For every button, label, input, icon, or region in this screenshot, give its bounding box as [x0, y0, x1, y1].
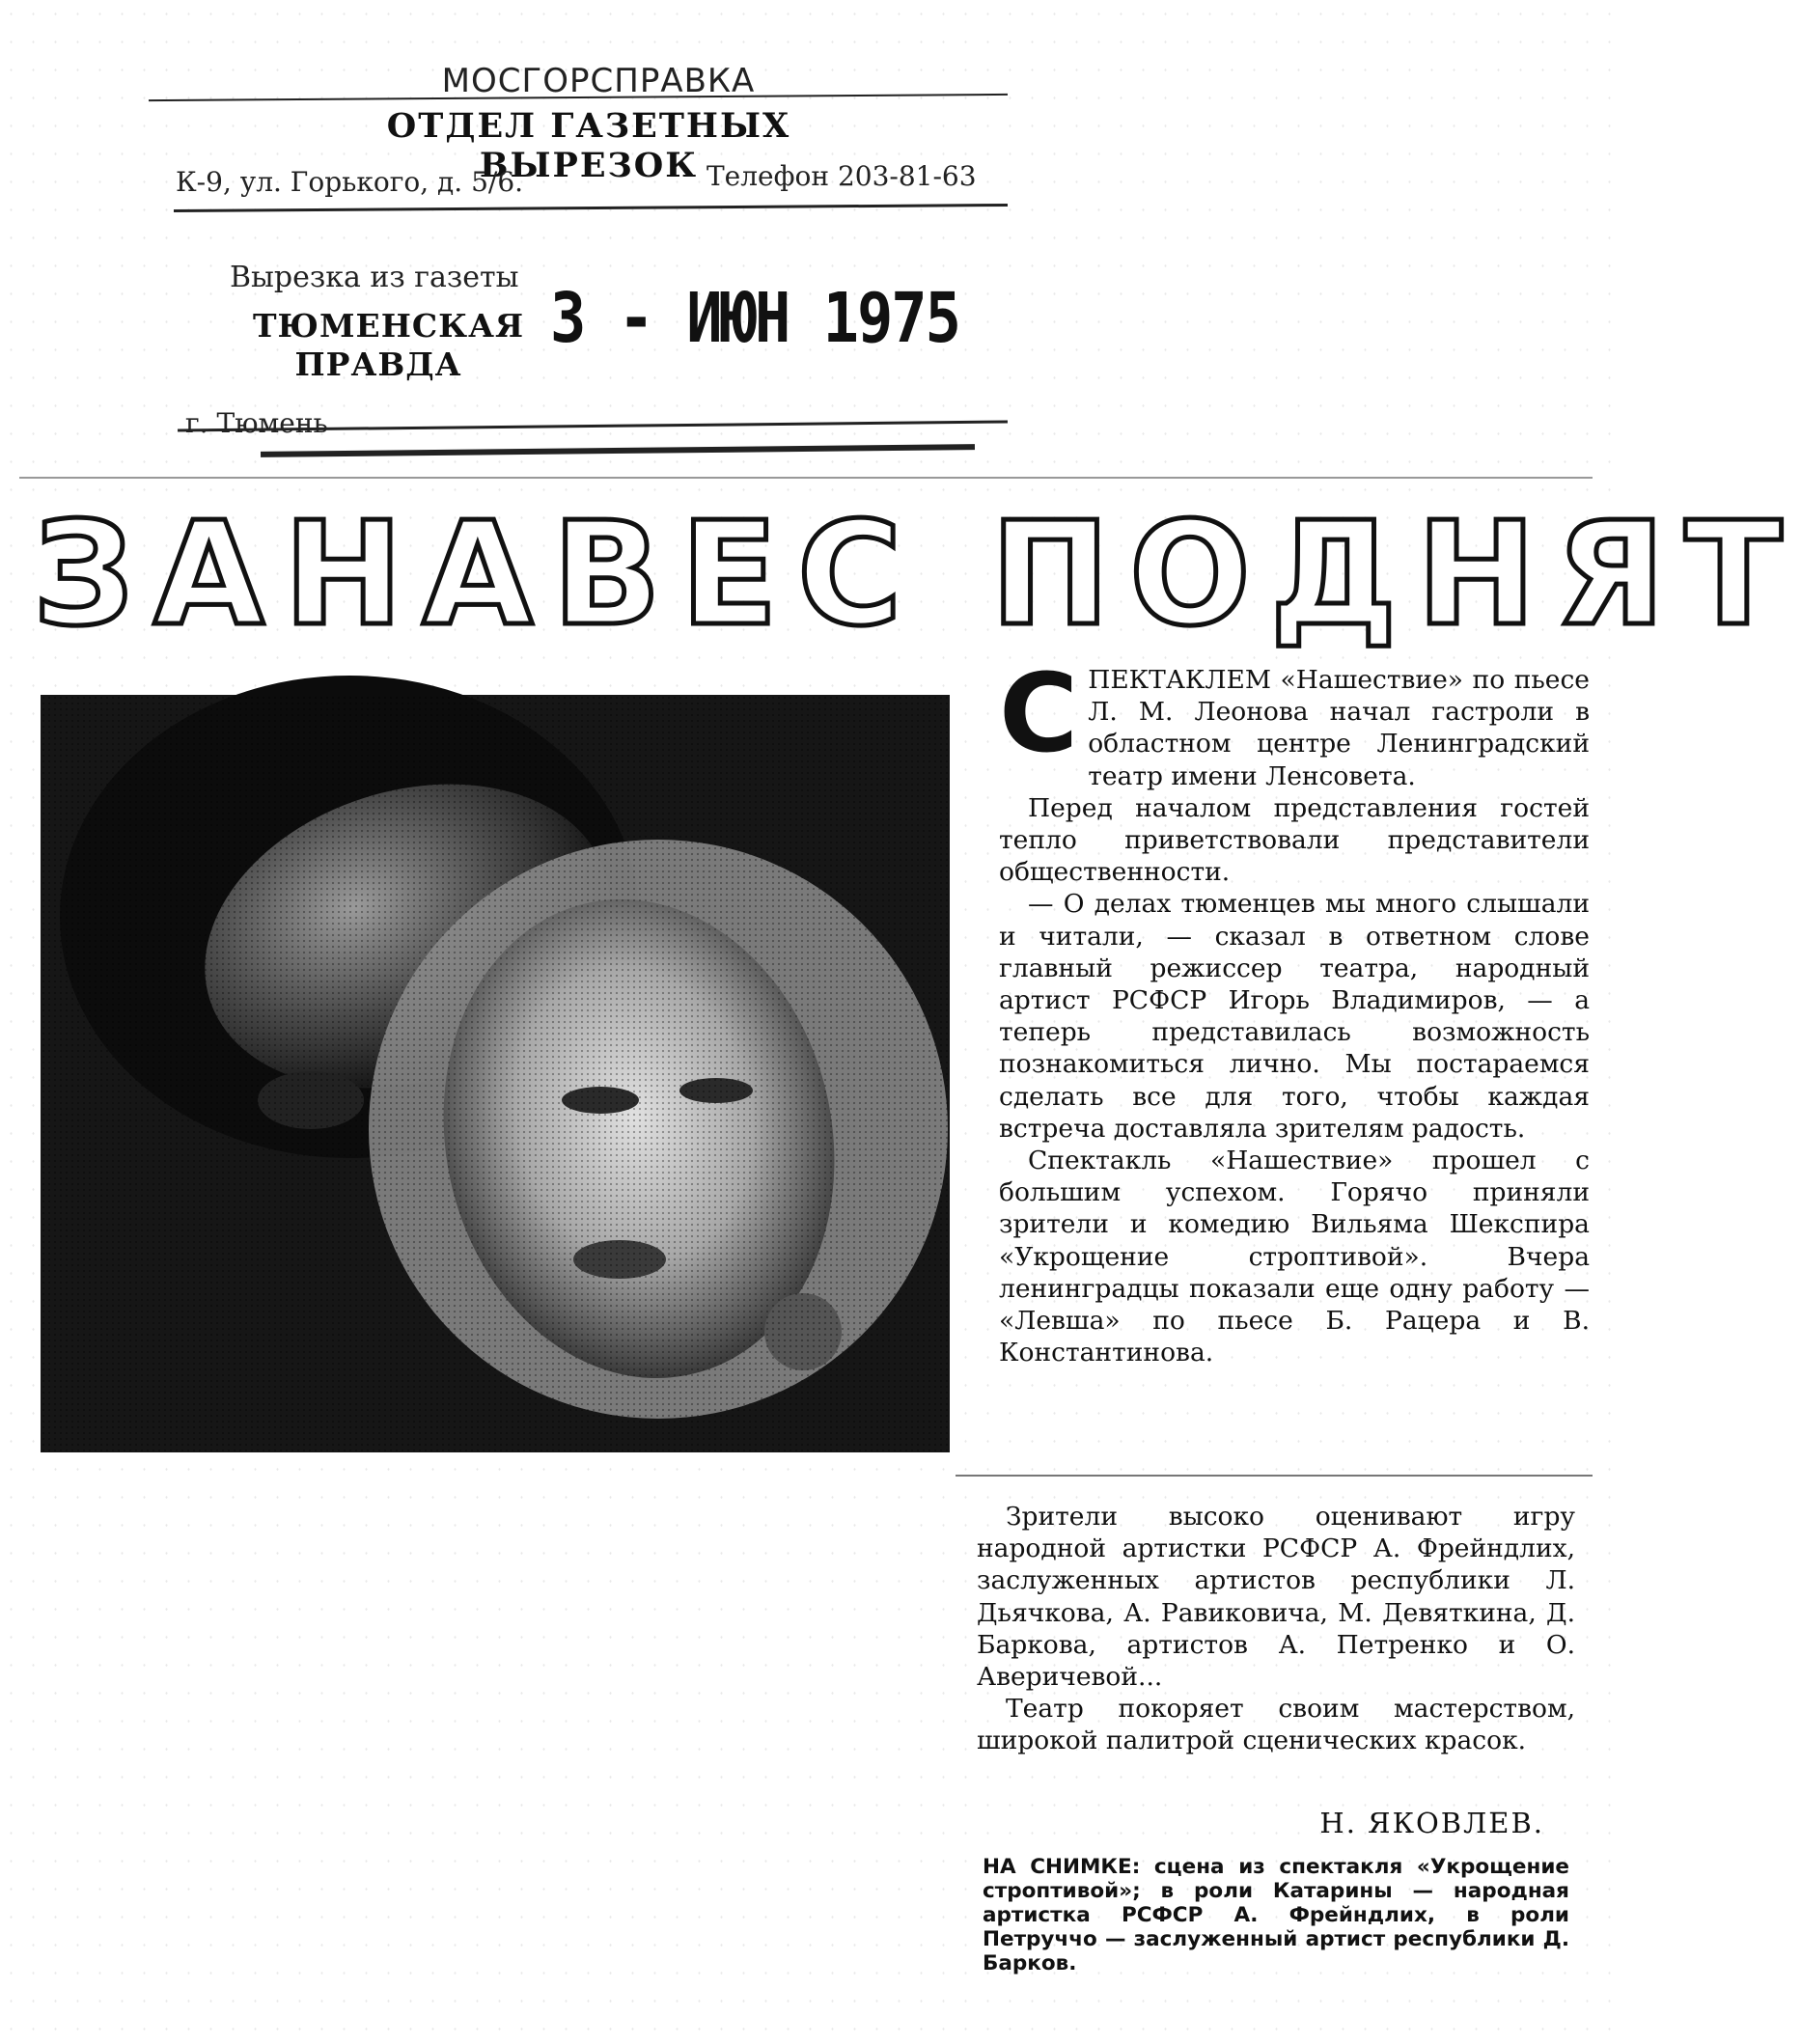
article-column-1 — [999, 651, 1590, 1368]
stamp-edge-rule — [261, 444, 975, 457]
author-signature: Н. ЯКОВЛЕВ. — [1319, 1807, 1544, 1839]
halftone-overlay — [41, 695, 950, 1452]
article-paragraph: Театр покоряет своим мастерством, широкой палитрой сценических красок. — [977, 1694, 1575, 1756]
bureau-address: К-9, ул. Горького, д. 5/6. — [176, 166, 524, 198]
department-name: ОТДЕЛ ГАЗЕТНЫХ ВЫРЕЗОК — [386, 106, 791, 185]
article-paragraph: Перед началом представления гостей тепло приветствовали представители общественности. — [999, 792, 1590, 888]
bureau-phone: Телефон 203-81-63 — [707, 160, 977, 192]
photo-scene — [41, 695, 950, 1452]
drop-cap: С — [999, 651, 1079, 777]
article-top-rule — [19, 477, 1593, 479]
clipping-label: Вырезка из газеты — [230, 261, 519, 294]
article-paragraph: — О делах тюменцев мы много слышали и читали, — сказал в ответном слове главный режиссер театра, народный артист РСФСР Игорь Владимиров, — а теперь представилась возможность познакомиться лично. Мы постараемся сделать все для того, чтобы каждая встреча доставляла зрителям радость. — [999, 889, 1590, 1144]
stamp-middle-rule — [174, 204, 1008, 212]
lead-paragraph — [999, 651, 1590, 792]
article-column-2 — [977, 1501, 1575, 1757]
clipping-date: 3 - ИЮН 1975 — [550, 277, 959, 359]
newspaper-city: г. Тюмень — [185, 407, 328, 439]
lead-text: ПЕКТАКЛЕМ «Нашествие» по пьесе Л. М. Леонова начал гастроли в областном центре Ленинградский театр имени Ленсовета. — [1088, 665, 1590, 791]
article-paragraph: Спектакль «Нашествие» прошел с большим успехом. Горячо приняли зрители и комедию Вильяма Шекспира «Укрощение строптивой». Вчера ленинградцы показали еще одну работу — «Левша» по пьесе Б. Рацера и В. Константинова. — [999, 1146, 1590, 1368]
column-divider — [956, 1475, 1593, 1477]
article-photo — [41, 695, 950, 1452]
photo-caption: НА СНИМКЕ: сцена из спектакля «Укрощение строптивой»; в роли Катарины — народная артистка РСФСР А. Фрейндлих, в роли Петруччо — заслуженный артист республики Д. Барков. — [983, 1855, 1569, 1975]
headline: ЗАНАВЕС ПОДНЯТ — [33, 491, 1801, 657]
article-paragraph: Зрители высоко оценивают игру народной артистки РСФСР А. Фрейндлих, заслуженных артистов республики Л. Дьячкова, А. Равиковича, М. Девяткина, Д. Баркова, артистов А. Петренко и О. Аверичевой... — [977, 1502, 1575, 1693]
bureau-name: МОСГОРСПРАВКА — [441, 62, 756, 100]
newspaper-name: ТЮМЕНСКАЯ ПРАВДА — [253, 307, 525, 383]
clipping-stamp — [145, 46, 1013, 461]
